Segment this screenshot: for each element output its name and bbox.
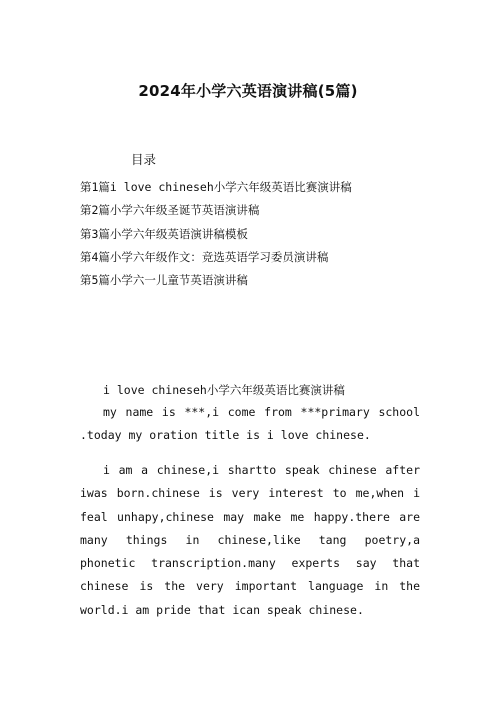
- section-title: i love chineseh小学六年级英语比赛演讲稿: [103, 383, 345, 397]
- toc-item: 第3篇小学六年级英语演讲稿模板: [80, 226, 248, 241]
- body-paragraph: i am a chinese,i shartto speak chinese after iwas born.chinese is very interest to me,when i feal unhapy,chinese may make me happy.there are many things in chinese,like tang poetry,a phonetic transcription.many experts say that chinese is the very important language in the world.i am pride that ican speak chinese.: [80, 463, 420, 617]
- toc-heading: 目录: [131, 152, 157, 167]
- toc-item: 第5篇小学六一儿童节英语演讲稿: [80, 273, 248, 288]
- body-paragraph: my name is ***,i come from ***primary school .today my oration title is i love chinese.: [80, 405, 420, 443]
- toc-item: 第1篇i love chineseh小学六年级英语比赛演讲稿: [80, 180, 352, 194]
- toc-item: 第2篇小学六年级圣诞节英语演讲稿: [80, 203, 260, 218]
- document-title: 2024年小学六英语演讲稿(5篇): [138, 82, 358, 100]
- toc-item: 第4篇小学六年级作文：竞选英语学习委员演讲稿: [80, 249, 329, 264]
- table-of-contents: [80, 176, 352, 292]
